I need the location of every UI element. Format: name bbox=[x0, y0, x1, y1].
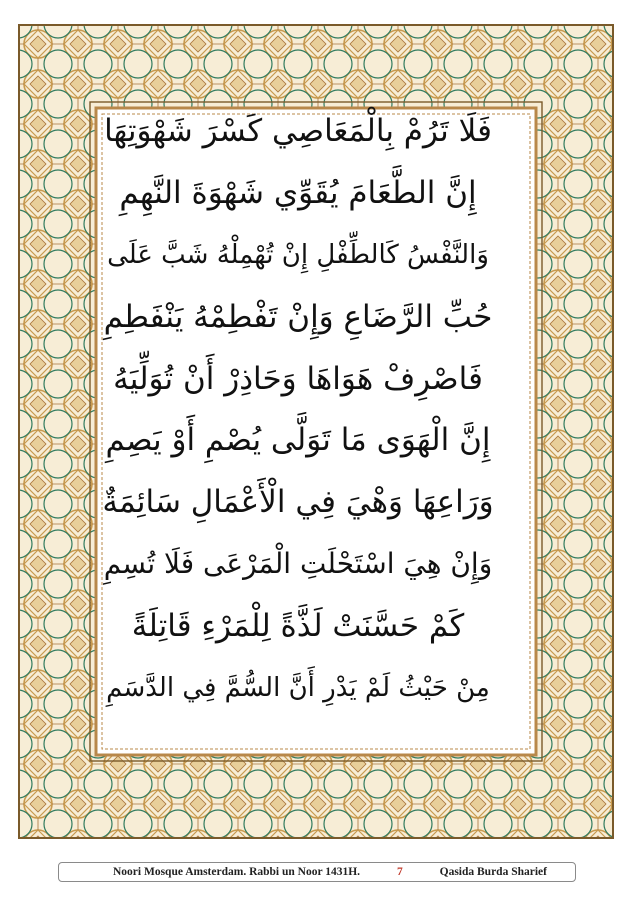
page-footer bbox=[58, 862, 576, 882]
page-number: 7 bbox=[396, 866, 403, 878]
footer-title: Qasida Burda Sharief bbox=[439, 866, 547, 878]
verse-line: إِنَّ الطَّعَامَ يُقَوِّي شَهْوَةَ النَّهِمِ bbox=[119, 174, 477, 211]
verse-line: وَالنَّفْسُ كَالطِّفْلِ إِنْ تُهْمِلْهُ شَبَّ عَلَى bbox=[107, 239, 489, 270]
verse-line: فَاصْرِفْ هَوَاهَا وَحَاذِرْ أَنْ تُوَلِّيَهُ bbox=[113, 360, 483, 397]
verse-line: كَمْ حَسَّنَتْ لَذَّةً لِلْمَرْءِ قَاتِلَةً bbox=[131, 608, 465, 644]
verse-line: وَإِنْ هِيَ اسْتَحْلَتِ الْمَرْعَى فَلَا تُسِمِ bbox=[103, 547, 493, 581]
footer-source: Noori Mosque Amsterdam. Rabbi un Noor 1431H. bbox=[113, 866, 361, 878]
verse-line: وَرَاعِهَا وَهْيَ فِي الْأَعْمَالِ سَائِمَةٌ bbox=[102, 484, 494, 521]
verse-line: مِنْ حَيْثُ لَمْ يَدْرِ أَنَّ السُّمَّ فِي الدَّسَمِ bbox=[106, 672, 490, 703]
verse-line: فَلَا تَرُمْ بِالْمَعَاصِي كَسْرَ شَهْوَتِهَا bbox=[104, 113, 492, 149]
verse-line: إِنَّ الْهَوَى مَا تَوَلَّى يُصْمِ أَوْ يَصِمِ bbox=[105, 422, 491, 459]
verse-line: حُبِّ الرَّضَاعِ وَإِنْ تَفْطِمْهُ يَنْفَطِمِ bbox=[103, 298, 493, 335]
verse-list bbox=[102, 102, 494, 717]
